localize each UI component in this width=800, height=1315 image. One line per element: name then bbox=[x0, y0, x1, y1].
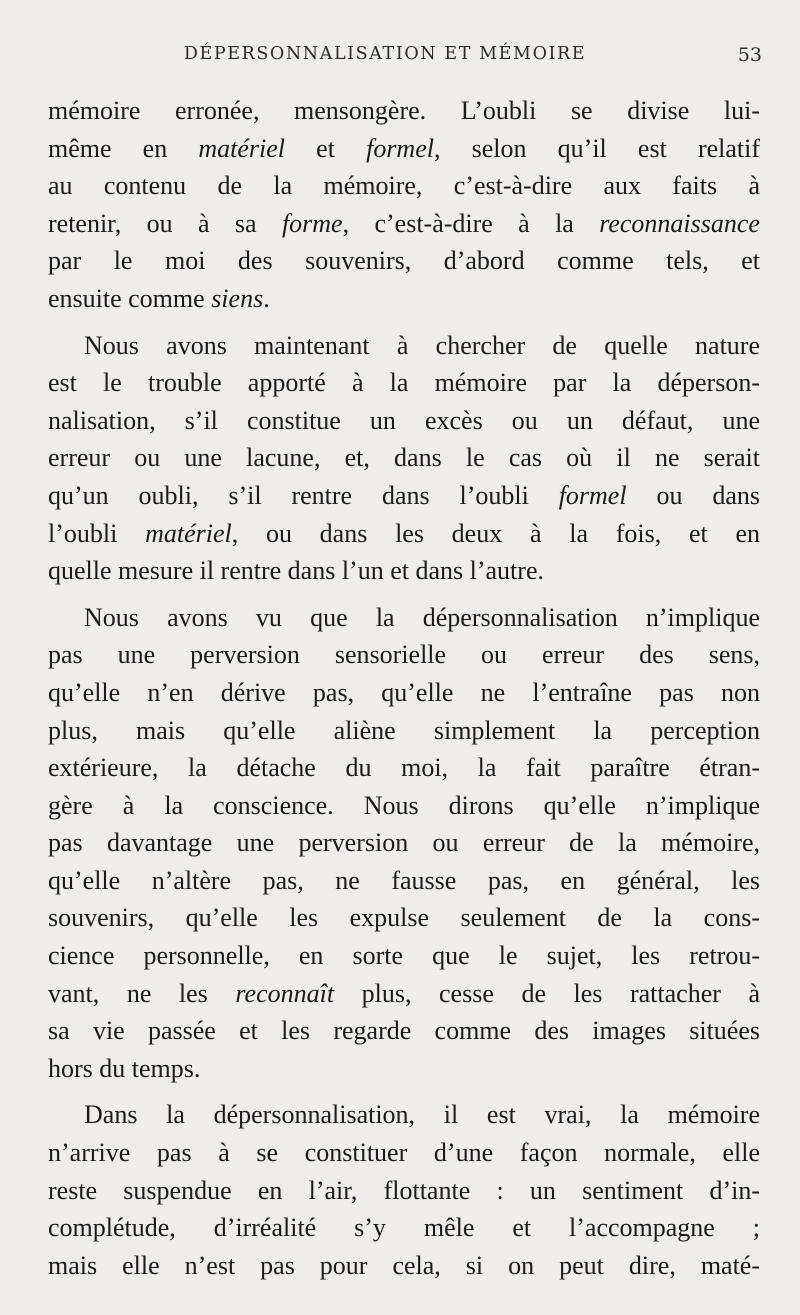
paragraph-gap bbox=[48, 1087, 760, 1096]
text-line: au contenu de la mémoire, c’est-à-dire aux faits à bbox=[48, 171, 760, 201]
text-line: hors du temps. bbox=[48, 1053, 201, 1083]
text-line: sa vie passée et les regarde comme des images situées bbox=[48, 1016, 760, 1046]
running-title: DÉPERSONNALISATION ET MÉMOIRE bbox=[183, 44, 587, 64]
text-line: qu’elle n’altère pas, ne fausse pas, en général, les bbox=[48, 865, 760, 895]
text-line: par le moi des souvenirs, d’abord comme tels, et bbox=[48, 246, 760, 276]
paragraph-gap bbox=[48, 318, 760, 327]
text-line: plus, mais qu’elle aliène simplement la perception bbox=[48, 715, 760, 745]
text-line: extérieure, la détache du moi, la fait paraître étran- bbox=[48, 753, 760, 783]
text-line: qu’elle n’en dérive pas, qu’elle ne l’entraîne pas non bbox=[48, 677, 760, 707]
text-line: nalisation, s’il constitue un excès ou un défaut, une bbox=[48, 405, 760, 435]
page-number: 53 bbox=[737, 44, 762, 66]
text-line: retenir, ou à sa forme, c’est-à-dire à la reconnaissance bbox=[48, 208, 760, 238]
text-line: mémoire erronée, mensongère. L’oubli se divise lui- bbox=[48, 96, 760, 125]
text-line: n’arrive pas à se constituer d’une façon normale, elle bbox=[48, 1138, 760, 1168]
running-head bbox=[48, 44, 762, 74]
text-line: complétude, d’irréalité s’y mêle et l’accompagne ; bbox=[48, 1213, 760, 1243]
text-line: quelle mesure il rentre dans l’un et dans l’autre. bbox=[48, 556, 544, 586]
text-line: gère à la conscience. Nous dirons qu’elle n’implique bbox=[48, 790, 760, 820]
paragraph-gap bbox=[48, 590, 760, 599]
text-line: l’oubli matériel, ou dans les deux à la fois, et en bbox=[48, 518, 760, 548]
text-line: Dans la dépersonnalisation, il est vrai, la mémoire bbox=[84, 1100, 760, 1130]
text-line: reste suspendue en l’air, flottante : un sentiment d’in- bbox=[48, 1175, 760, 1205]
text-line: mais elle n’est pas pour cela, si on peut dire, maté- bbox=[48, 1250, 760, 1280]
text-line: cience personnelle, en sorte que le sujet, les retrou- bbox=[48, 941, 760, 971]
text-line: erreur ou une lacune, et, dans le cas où il ne serait bbox=[48, 443, 760, 473]
text-line: qu’un oubli, s’il rentre dans l’oubli formel ou dans bbox=[48, 480, 760, 510]
text-line: même en matériel et formel, selon qu’il est relatif bbox=[48, 133, 760, 163]
text-line: vant, ne les reconnaît plus, cesse de les rattacher à bbox=[48, 978, 760, 1008]
text-line: Nous avons maintenant à chercher de quelle nature bbox=[84, 330, 760, 360]
text-line: pas une perversion sensorielle ou erreur des sens, bbox=[48, 640, 760, 670]
body-text bbox=[48, 92, 760, 1284]
text-line: Nous avons vu que la dépersonnalisation n’implique bbox=[84, 602, 760, 632]
text-line: est le trouble apporté à la mémoire par la déperson- bbox=[48, 368, 760, 398]
text-line: souvenirs, qu’elle les expulse seulement de la cons- bbox=[48, 903, 760, 933]
text-line: pas davantage une perversion ou erreur de la mémoire, bbox=[48, 828, 760, 858]
text-line: ensuite comme siens. bbox=[48, 283, 270, 313]
